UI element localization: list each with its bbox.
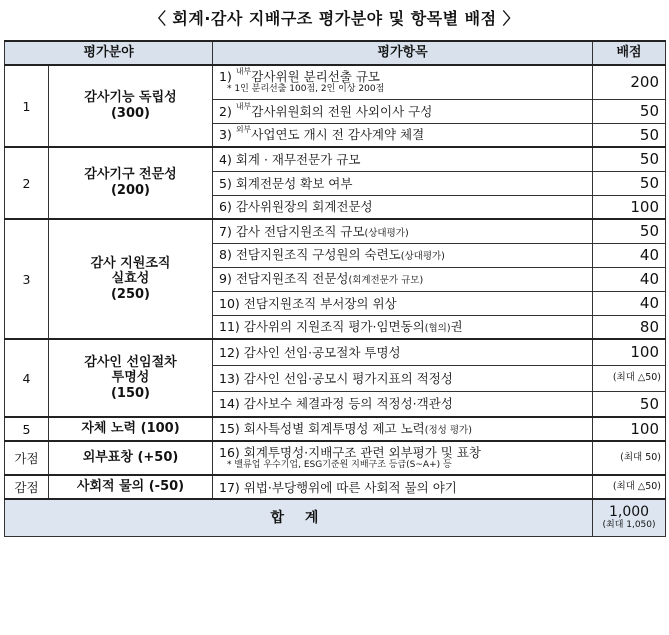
- item-qualifier: (상대평가): [364, 227, 409, 239]
- item-qualifier: (정성 평가): [424, 425, 472, 437]
- table-row: [5, 441, 666, 475]
- item-index: 9): [219, 271, 236, 287]
- item-note: * 1인 분리선출 100점, 2인 이상 200점: [227, 84, 385, 95]
- group-area: 자체 노력 (100): [49, 417, 213, 441]
- table-row: [5, 219, 666, 243]
- table-row: [5, 147, 666, 171]
- item-index: 13): [219, 370, 244, 386]
- item-index: 15): [219, 421, 244, 437]
- item-tag: 내부: [235, 101, 252, 111]
- item-text: 감사 전담지원조직 규모: [235, 223, 365, 239]
- item-score: 100: [593, 339, 666, 365]
- group-area-points: (250): [110, 286, 151, 302]
- item-cell: [213, 267, 593, 291]
- item-cell: [213, 65, 593, 99]
- item-index: 8): [219, 247, 236, 263]
- group-area-label: 감사 지원조직: [90, 255, 171, 271]
- header-row: [5, 41, 666, 65]
- total-score: [593, 499, 666, 537]
- item-text: 회계투명성·지배구조 관련 외부평가 및 표창: [243, 445, 481, 461]
- item-cell: [213, 123, 593, 147]
- item-text: 전담지원조직 전문성: [235, 271, 349, 287]
- group-number: 가점: [5, 441, 49, 475]
- item-tag: 내부: [235, 67, 252, 77]
- item-score: (최대 50): [593, 441, 666, 475]
- item-cell: [213, 365, 593, 391]
- total-row: [5, 499, 666, 537]
- item-text: 감사위원장의 회계전문성: [235, 199, 373, 215]
- item-cell: [213, 417, 593, 441]
- item-note: * 밸류업 우수기업, ESG기준원 지배구조 등급(S~A+) 등: [227, 460, 452, 471]
- total-score-value: 1,000: [608, 504, 650, 521]
- item-index: 16): [219, 445, 244, 461]
- group-number: 감점: [5, 475, 49, 499]
- item-tag: 외부: [235, 125, 252, 135]
- group-area-label: 감사인 선임절차: [84, 354, 177, 370]
- item-cell: [213, 291, 593, 315]
- item-index: 12): [219, 344, 244, 360]
- item-text: 회사특성별 회계투명성 제고 노력: [243, 421, 425, 437]
- group-area: [49, 219, 213, 339]
- item-text: 회계전문성 확보 여부: [235, 175, 353, 191]
- header-score: 배점: [593, 41, 666, 65]
- item-score: 80: [593, 315, 666, 339]
- item-index: 11): [219, 319, 244, 335]
- item-score: 40: [593, 291, 666, 315]
- page-title: 〈 회계·감사 지배구조 평가분야 및 항목별 배점 〉: [149, 9, 520, 28]
- item-cell: [213, 147, 593, 171]
- item-index: 6): [219, 199, 236, 215]
- group-number: 4: [5, 339, 49, 417]
- item-index: 7): [219, 223, 236, 239]
- item-text: 사업연도 개시 전 감사계약 체결: [251, 127, 425, 143]
- item-text: 전담지원조직 부서장의 위상: [243, 295, 397, 311]
- group-area-label: 감사기구 전문성: [84, 167, 177, 183]
- group-number: 1: [5, 65, 49, 147]
- group-area: 사회적 물의 (-50): [49, 475, 213, 499]
- item-qualifier: (회계전문가 규모): [348, 275, 424, 287]
- item-score: 50: [593, 147, 666, 171]
- group-area: [49, 339, 213, 417]
- item-score: 100: [593, 195, 666, 219]
- total-score-max: (최대 1,050): [602, 519, 656, 530]
- scoring-table: [4, 40, 666, 537]
- item-index: 3): [219, 127, 236, 143]
- item-text: 감사위원회의 전원 사외이사 구성: [251, 103, 433, 119]
- item-text: 전담지원조직 구성원의 숙련도: [235, 247, 401, 263]
- item-cell: [213, 99, 593, 123]
- item-score: 200: [593, 65, 666, 99]
- item-score: 40: [593, 267, 666, 291]
- group-area-label: 감사기능 독립성: [84, 90, 177, 106]
- group-area: [49, 147, 213, 219]
- table-row: [5, 475, 666, 499]
- group-area-label-2: 실효성: [111, 271, 150, 287]
- item-cell: [213, 441, 593, 475]
- header-item: 평가항목: [213, 41, 593, 65]
- item-text-suffix: 권: [450, 319, 463, 335]
- item-text: 감사보수 체결과정 등의 적정성·객관성: [243, 396, 453, 412]
- table-row: [5, 339, 666, 365]
- item-score: (최대 △50): [593, 365, 666, 391]
- group-number: 2: [5, 147, 49, 219]
- item-cell: [213, 315, 593, 339]
- group-area-points: (150): [110, 385, 151, 401]
- item-index: 14): [219, 396, 244, 412]
- item-index: 2): [219, 103, 236, 119]
- group-number: 5: [5, 417, 49, 441]
- item-score: 100: [593, 417, 666, 441]
- group-area: 외부표창 (+50): [49, 441, 213, 475]
- item-score: 50: [593, 99, 666, 123]
- item-cell: [213, 219, 593, 243]
- item-score: 50: [593, 123, 666, 147]
- item-cell: [213, 195, 593, 219]
- table-row: [5, 65, 666, 99]
- item-qualifier: (협의): [424, 323, 451, 335]
- item-index: 10): [219, 295, 244, 311]
- item-text: 위법·부당행위에 따른 사회적 물의 야기: [243, 479, 457, 495]
- item-score: 50: [593, 219, 666, 243]
- item-score: (최대 △50): [593, 475, 666, 499]
- item-text: 감사인 선임·공모절차 투명성: [243, 344, 401, 360]
- item-cell: [213, 475, 593, 499]
- item-cell: [213, 243, 593, 267]
- item-index: 4): [219, 151, 236, 167]
- item-cell: [213, 171, 593, 195]
- item-text: 감사위원 분리선출 규모: [251, 69, 380, 85]
- group-area: [49, 65, 213, 147]
- group-area-label-2: 투명성: [111, 370, 150, 386]
- item-text: 회계 · 재무전문가 규모: [235, 151, 361, 167]
- item-qualifier: (상대평가): [400, 251, 445, 263]
- group-area-points: (300): [110, 106, 151, 121]
- group-number: 3: [5, 219, 49, 339]
- item-text: 감사인 선임·공모시 평가지표의 적정성: [243, 370, 453, 386]
- item-index: 5): [219, 175, 236, 191]
- item-score: 40: [593, 243, 666, 267]
- total-label: 합 계: [5, 499, 593, 537]
- item-score: 50: [593, 171, 666, 195]
- item-index: 17): [219, 479, 244, 495]
- item-text: 감사위의 지원조직 평가·임면동의: [243, 319, 425, 335]
- item-cell: [213, 391, 593, 417]
- item-score: 50: [593, 391, 666, 417]
- item-cell: [213, 339, 593, 365]
- group-area-points: (200): [110, 183, 151, 198]
- header-area: 평가분야: [5, 41, 213, 65]
- table-row: [5, 417, 666, 441]
- item-index: 1): [219, 69, 236, 85]
